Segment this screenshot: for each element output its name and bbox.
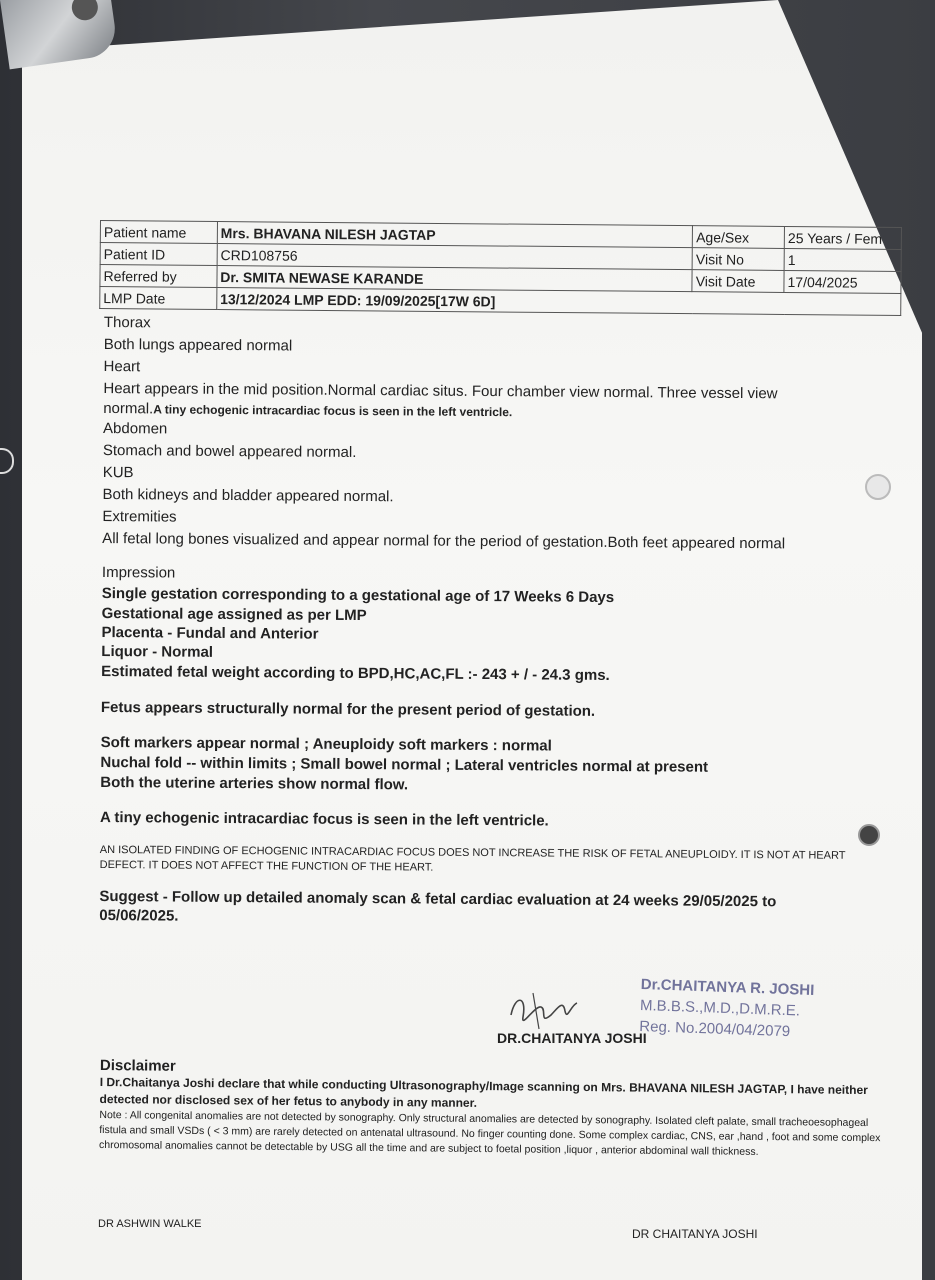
visit-date: 17/04/2025 [784,270,901,293]
abdomen-heading: Abdomen [103,419,168,438]
extremities-text: All fetal long bones visualized and appear normal for the period of gestation.Both feet appeared normal [102,529,786,553]
heart-text-2a: normal. [103,399,154,418]
thorax-text: Both lungs appeared normal [103,335,293,355]
footer-right-name: DR CHAITANYA JOSHI [632,1227,758,1241]
visit-date-label: Visit Date [692,270,784,293]
patient-name-label: Patient name [100,221,217,244]
heart-text-1: Heart appears in the mid position.Normal cardiac situs. Four chamber view normal. Three vessel view [103,379,778,403]
stamp-registration: Reg. No.2004/04/2079 [639,1017,791,1041]
disclaimer-heading: Disclaimer [99,1057,176,1075]
stamp-qualification: M.B.B.S.,M.D.,D.M.R.E. [639,996,801,1020]
footer-left-name: DR ASHWIN WALKE [98,1218,202,1230]
handwritten-signature [505,985,585,1035]
kub-heading: KUB [102,463,134,482]
referred-by: Dr. SMITA NEWASE KARANDE [217,266,693,292]
disclaimer-section [99,1057,885,1161]
impression-line-7: Soft markers appear normal ; Aneuploidy soft markers : normal [100,733,552,755]
pcpndt-declaration: I Dr.Chaitanya Joshi declare that while conducting Ultrasonography/Image scanning on Mrs. BHAVANA NILESH JAGTAP, I have neither detected nor disclosed sex of her fetus to anybody in any manner. [99,1074,868,1110]
lmp-label: LMP Date [100,287,217,310]
suggestion: Suggest - Follow up detailed anomaly scan & fetal cardiac evaluation at 24 weeks 29/05/2025 to 05/06/2025. [99,887,777,925]
report-body [99,312,884,931]
signature-block [490,975,870,1065]
abdomen-text: Stomach and bowel appeared normal. [102,441,357,461]
referred-by-label: Referred by [100,265,217,288]
eif-caps-note: AN ISOLATED FINDING OF ECHOGENIC INTRACARDIAC FOCUS DOES NOT INCREASE THE RISK OF FETAL ANEUPLOIDY. IT IS NOT AT HEART DEFECT. IT DOES NOT AFFECT THE FUNCTION OF THE HEART. [99,843,846,874]
patient-name: Mrs. BHAVANA NILESH JAGTAP [217,222,693,248]
impression-line-3: Placenta - Fundal and Anterior [101,623,319,643]
impression-line-8: Nuchal fold -- within limits ; Small bowel normal ; Lateral ventricles normal at present [100,753,709,776]
impression-line-1: Single gestation corresponding to a gestational age of 17 Weeks 6 Days [101,584,615,607]
heart-heading: Heart [103,357,141,376]
doctor-name: DR.CHAITANYA JOSHI [497,1030,647,1046]
extremities-heading: Extremities [102,507,177,526]
doctor-stamp [639,974,815,1043]
impression-line-6: Fetus appears structurally normal for the present period of gestation. [100,698,596,720]
patient-header-table [99,220,902,316]
age-sex: 25 Years / Fem [784,226,901,249]
impression-line-4: Liquor - Normal [101,642,214,661]
heart-text-2b: A tiny echogenic intracardiac focus is seen in the left ventricle. [153,402,513,420]
impression-heading: Impression [101,563,176,582]
visit-no: 1 [784,248,901,271]
impression-line-10: A tiny echogenic intracardiac focus is seen in the left ventricle. [99,808,549,830]
impression-line-9: Both the uterine arteries show normal flow. [100,773,409,794]
patient-id-label: Patient ID [100,243,217,266]
visit-no-label: Visit No [692,248,784,271]
stamp-name: Dr.CHAITANYA R. JOSHI [640,975,815,1000]
sonography-note: Note : All congenital anomalies are not detected by sonography. Only structural anomalies are detected by sonography. Isolated cleft palate, small tracheoesophageal fistula and small VSDs ( < 3 mm) are rarely detected on antenatal ultrasound. No finger counting done. Some complex cardiac, CNS, ear ,hand , foot and some complex chromosomal anomalies cannot be detectable by USG all the time and are subject to foetal position ,liquor , anterior abdominal wall thickness. [99,1108,881,1158]
impression-line-2: Gestational age assigned as per LMP [101,604,367,625]
age-sex-label: Age/Sex [693,226,785,249]
impression-line-5: Estimated fetal weight according to BPD,HC,AC,FL :- 243 + / - 24.3 gms. [101,662,610,684]
lmp-value: 13/12/2024 LMP EDD: 19/09/2025[17W 6D] [217,288,901,316]
patient-id: CRD108756 [217,244,693,270]
kub-text: Both kidneys and bladder appeared normal. [102,485,394,506]
thorax-heading: Thorax [103,313,151,332]
